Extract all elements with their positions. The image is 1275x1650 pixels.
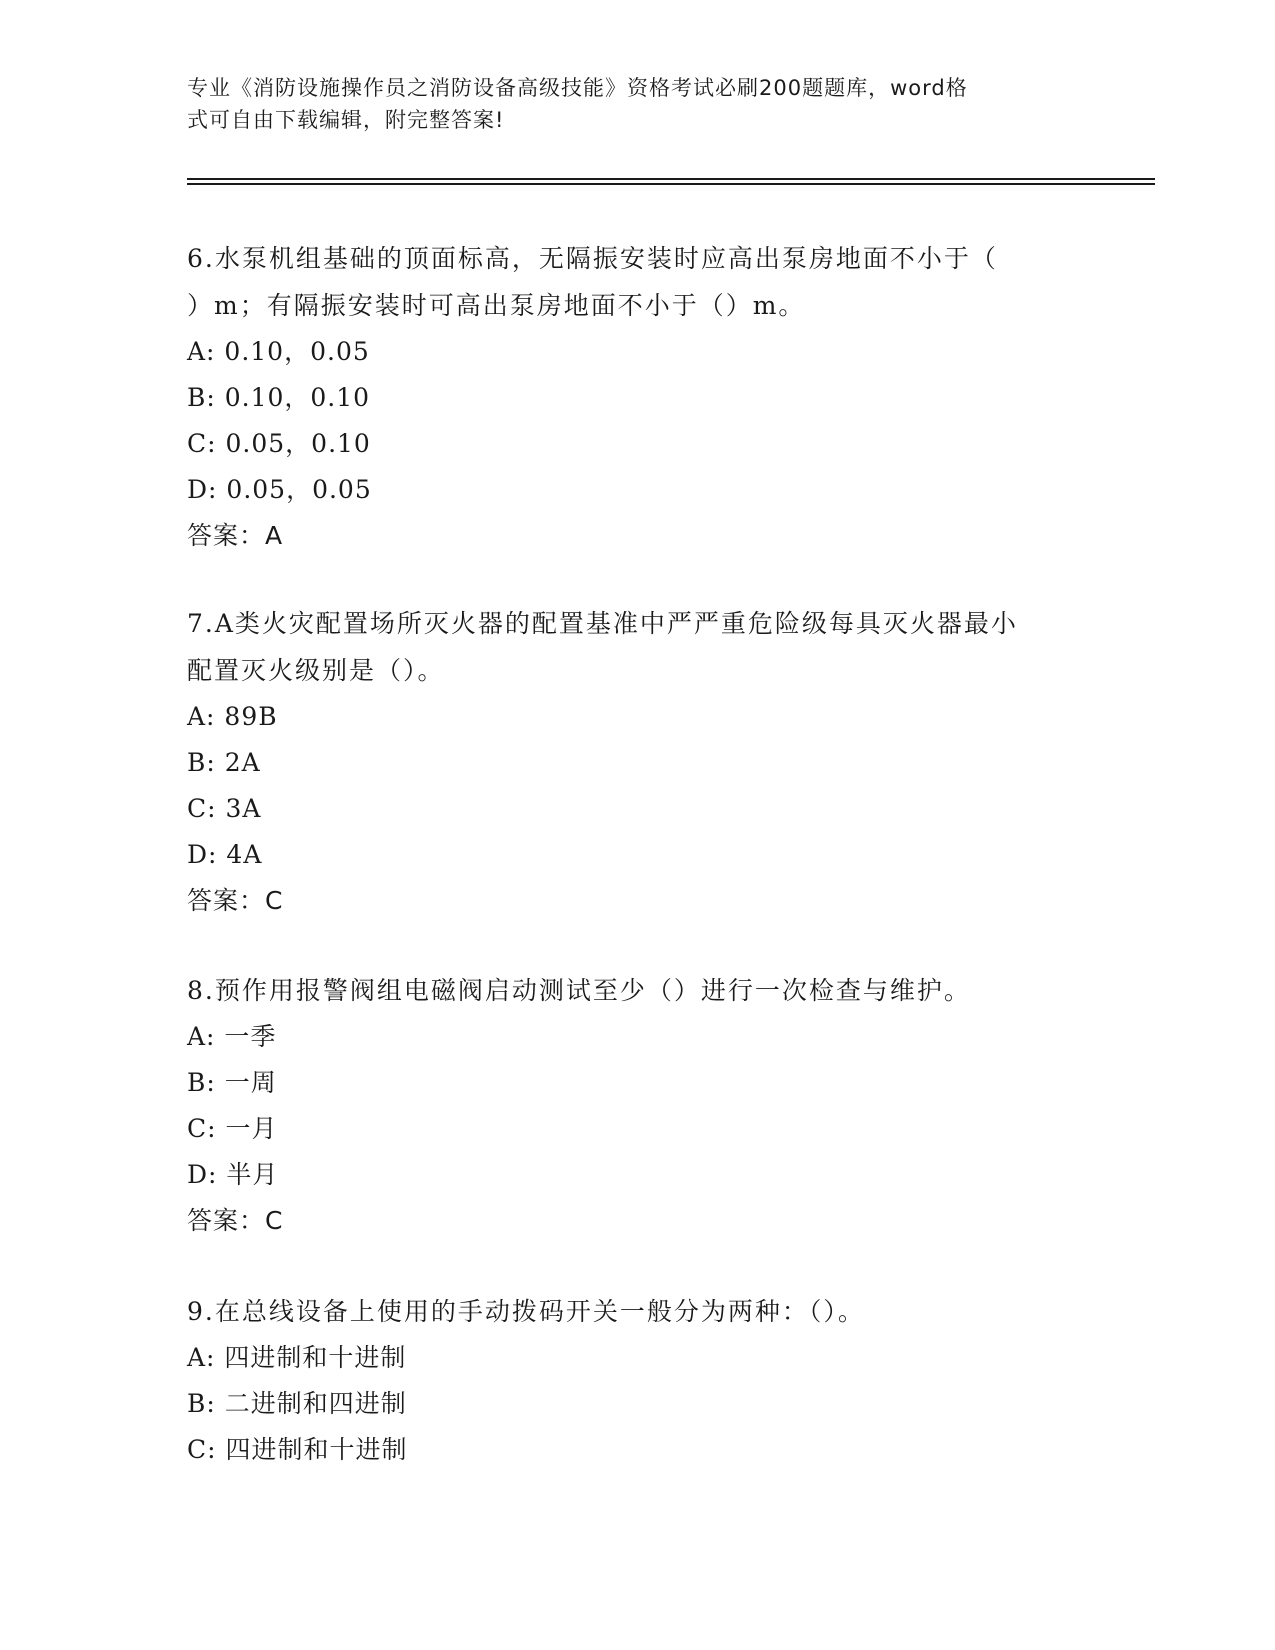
answer: 答案：C — [187, 886, 284, 915]
option-b: B: 二进制和四进制 — [187, 1389, 407, 1418]
option-a: A: 四进制和十进制 — [187, 1343, 407, 1372]
option-c: C: 3A — [187, 794, 262, 823]
header-divider-top — [187, 178, 1155, 180]
question-stem-line: 6.水泵机组基础的顶面标高，无隔振安装时应高出泵房地面不小于（ — [187, 244, 998, 273]
question-7 — [187, 600, 1087, 924]
option-d: D: 半月 — [187, 1160, 279, 1189]
option-c: C: 0.05，0.10 — [187, 429, 371, 458]
header-line-2: 式可自由下载编辑，附完整答案! — [187, 108, 505, 132]
question-stem-line: 8.预作用报警阀组电磁阀启动测试至少（）进行一次检查与维护。 — [187, 976, 971, 1005]
option-a: A: 89B — [187, 702, 278, 731]
option-b: B: 0.10，0.10 — [187, 383, 371, 412]
question-stem-line: 9.在总线设备上使用的手动拨码开关一般分为两种：（）。 — [187, 1297, 865, 1326]
question-stem-line: 7.A类火灾配置场所灭火器的配置基准中严严重危险级每具灭火器最小 — [187, 609, 1018, 638]
answer: 答案：C — [187, 1206, 284, 1235]
question-8 — [187, 967, 1087, 1244]
option-b: B: 一周 — [187, 1068, 277, 1097]
question-stem-line: ）m；有隔振安装时可高出泵房地面不小于（）m。 — [187, 291, 806, 320]
option-b: B: 2A — [187, 748, 261, 777]
option-a: A: 一季 — [187, 1022, 277, 1051]
question-9 — [187, 1288, 1087, 1473]
question-stem-line: 配置灭火级别是（）。 — [187, 656, 445, 685]
option-c: C: 四进制和十进制 — [187, 1435, 408, 1464]
answer: 答案：A — [187, 521, 284, 550]
question-6 — [187, 235, 1087, 559]
header-line-1: 专业《消防设施操作员之消防设备高级技能》资格考试必刷200题题库，word格 — [187, 76, 968, 100]
option-c: C: 一月 — [187, 1114, 278, 1143]
option-d: D: 0.05，0.05 — [187, 475, 372, 504]
option-a: A: 0.10，0.05 — [187, 337, 370, 366]
option-d: D: 4A — [187, 840, 263, 869]
document-header — [187, 72, 1067, 136]
header-divider-bottom — [187, 183, 1155, 185]
